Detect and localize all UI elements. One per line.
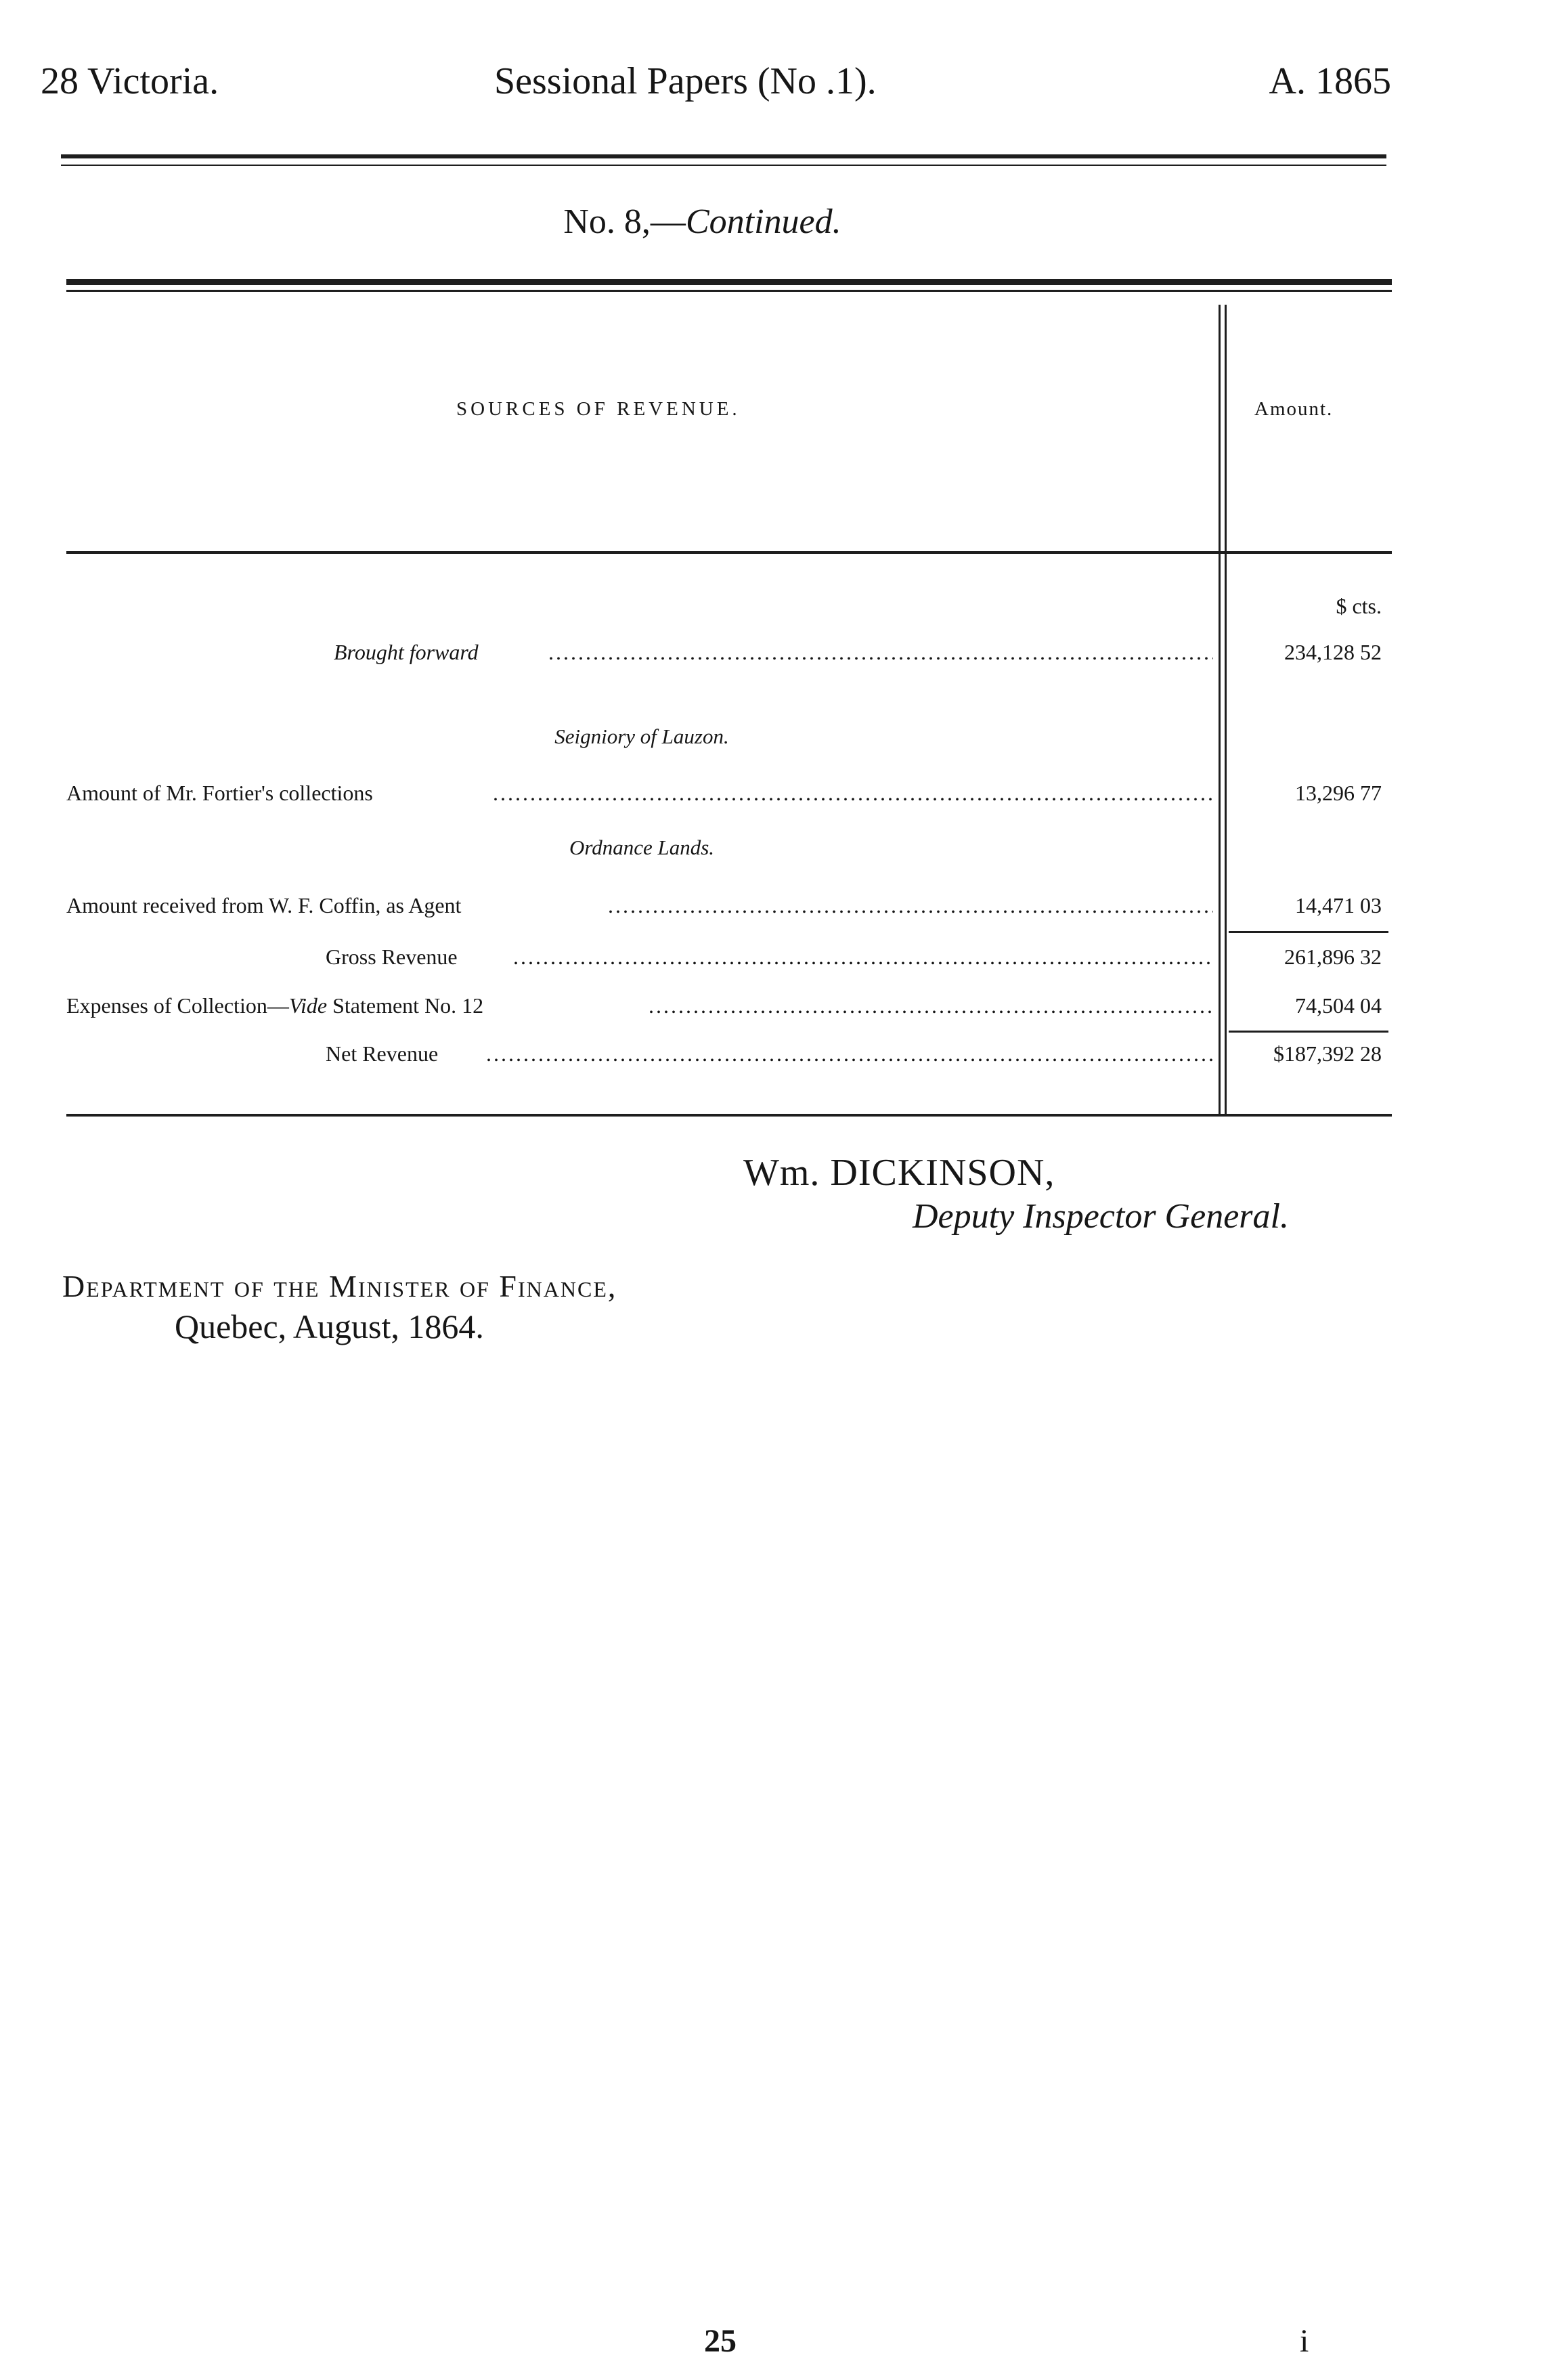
running-header-title: Sessional Papers (No .1).	[494, 60, 877, 102]
table-row-fortier	[66, 779, 1217, 807]
running-header-left: 28 Victoria.	[41, 60, 219, 102]
place-date-line: Quebec, August, 1864.	[175, 1307, 484, 1345]
table-row-gross-revenue	[66, 943, 1217, 971]
signatory-name: Wm. DICKINSON,	[743, 1152, 1055, 1194]
column-divider	[1219, 305, 1221, 1114]
table-row-brought-forward	[66, 638, 1217, 666]
units-label: $ cts.	[1336, 594, 1382, 618]
leader-dots	[608, 891, 1213, 919]
table-bottom-rule	[66, 1114, 1392, 1117]
table-row-coffin	[66, 891, 1217, 919]
header-rule-thin	[61, 165, 1386, 166]
signatory-title: Deputy Inspector General.	[913, 1197, 1289, 1236]
running-header-year: A. 1865	[1269, 60, 1391, 102]
section-heading-seigniory: Seigniory of Lauzon.	[554, 724, 729, 748]
amount-expenses: 74,504 04	[1295, 993, 1382, 1018]
header-bottom-rule	[66, 551, 1392, 554]
column-divider-second	[1225, 305, 1227, 1114]
statement-subtitle	[0, 202, 1405, 242]
row-label-prefix: Expenses of Collection—	[66, 993, 289, 1018]
amount-coffin: 14,471 03	[1295, 893, 1382, 917]
subtotal-rule	[1229, 931, 1388, 933]
amount-column-header: Amount.	[1254, 398, 1334, 420]
row-label: Net Revenue	[326, 1041, 439, 1066]
header-rule-thick	[61, 154, 1386, 158]
statement-number: No. 8,—	[563, 202, 686, 241]
section-heading-ordnance: Ordnance Lands.	[569, 836, 715, 859]
page-number: 25	[704, 2323, 737, 2359]
table-top-rule	[66, 279, 1392, 285]
row-label-italic: Vide	[288, 993, 328, 1018]
department-line: Department of the Minister of Finance,	[62, 1269, 617, 1303]
row-label-suffix: Statement No. 12	[327, 993, 484, 1018]
revenue-table	[66, 279, 1392, 1117]
leader-dots	[548, 638, 1213, 666]
leader-dots	[513, 943, 1213, 971]
printer-signature-mark: i	[1300, 2323, 1309, 2359]
amount-gross-revenue: 261,896 32	[1284, 945, 1382, 969]
table-top-rule-thin	[66, 290, 1392, 292]
leader-dots	[493, 779, 1213, 807]
table-row-net-revenue	[66, 1039, 1217, 1068]
row-label: Amount received from W. F. Coffin, as Agent	[66, 893, 462, 917]
row-label: Gross Revenue	[326, 945, 458, 969]
leader-dots	[649, 991, 1213, 1020]
continued-label: Continued.	[685, 202, 841, 241]
leader-dots	[486, 1039, 1213, 1068]
row-label	[66, 991, 483, 1020]
amount-net-revenue: $187,392 28	[1273, 1041, 1382, 1066]
row-label: Brought forward	[334, 640, 479, 664]
table-row-expenses	[66, 991, 1217, 1020]
total-rule	[1229, 1031, 1388, 1033]
sources-column-header: SOURCES OF REVENUE.	[456, 398, 741, 420]
amount-brought-forward: 234,128 52	[1284, 640, 1382, 664]
amount-fortier: 13,296 77	[1295, 781, 1382, 805]
row-label: Amount of Mr. Fortier's collections	[66, 781, 373, 805]
